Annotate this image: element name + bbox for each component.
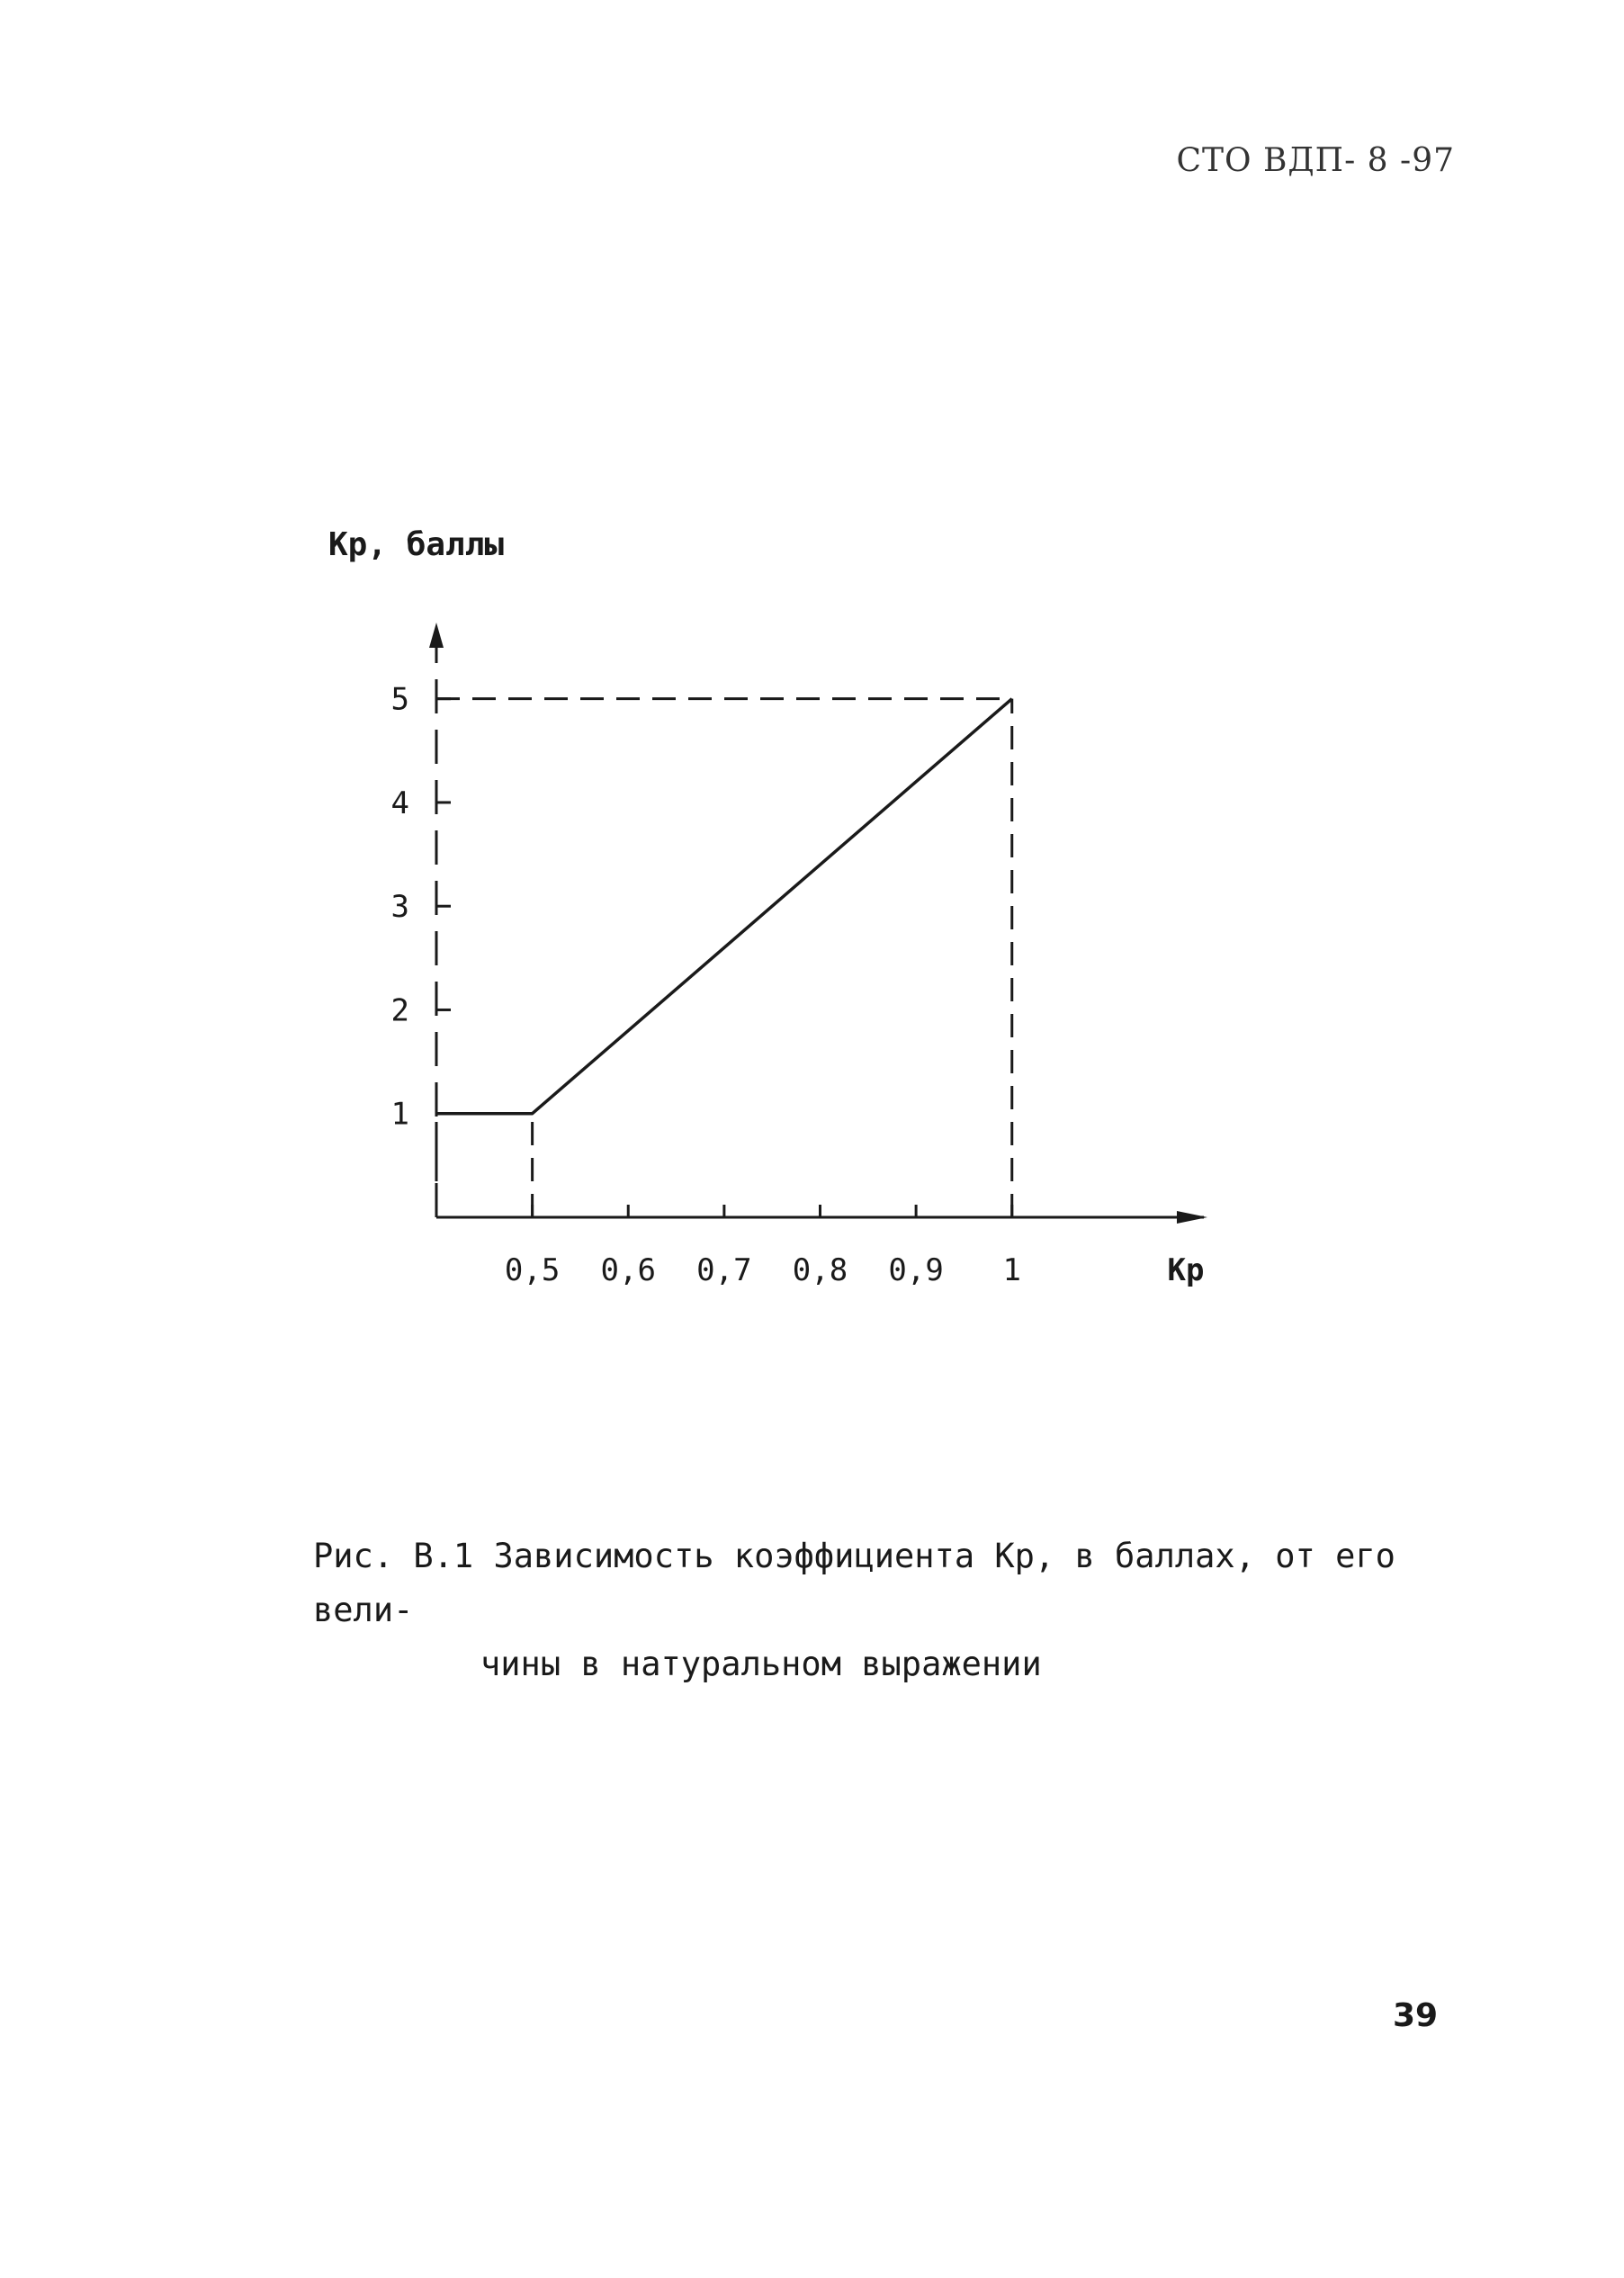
x-axis-arrow xyxy=(1177,1211,1207,1224)
x-tick-label: 0,7 xyxy=(696,1252,752,1288)
caption-line-1: Рис. В.1 Зависимость коэффициента Кр, в баллах, от его вели- xyxy=(313,1537,1395,1629)
figure-caption xyxy=(313,1529,1465,1691)
x-tick-label: 0,6 xyxy=(600,1252,656,1288)
y-tick-label: 1 xyxy=(390,1096,409,1133)
x-tick-label: 0,5 xyxy=(504,1252,561,1288)
y-tick-label: 4 xyxy=(390,785,409,821)
x-axis-label: Кр xyxy=(1167,1252,1205,1288)
y-axis-label: Кр, баллы xyxy=(328,526,505,563)
x-tick-label: 0,9 xyxy=(888,1252,944,1288)
document-code: СТО ВДП- 8 -97 xyxy=(1176,142,1455,179)
x-tick-label: 1 xyxy=(1002,1252,1021,1288)
y-tick-label: 3 xyxy=(390,889,409,926)
caption-line-2: чины в натуральном выражении xyxy=(480,1645,1042,1683)
page-number: 39 xyxy=(1393,1997,1439,2034)
y-axis-arrow xyxy=(429,623,444,648)
series-line xyxy=(436,699,1012,1114)
y-tick-label: 5 xyxy=(390,681,409,718)
y-tick-label: 2 xyxy=(390,992,409,1029)
x-tick-label: 0,8 xyxy=(792,1252,848,1288)
